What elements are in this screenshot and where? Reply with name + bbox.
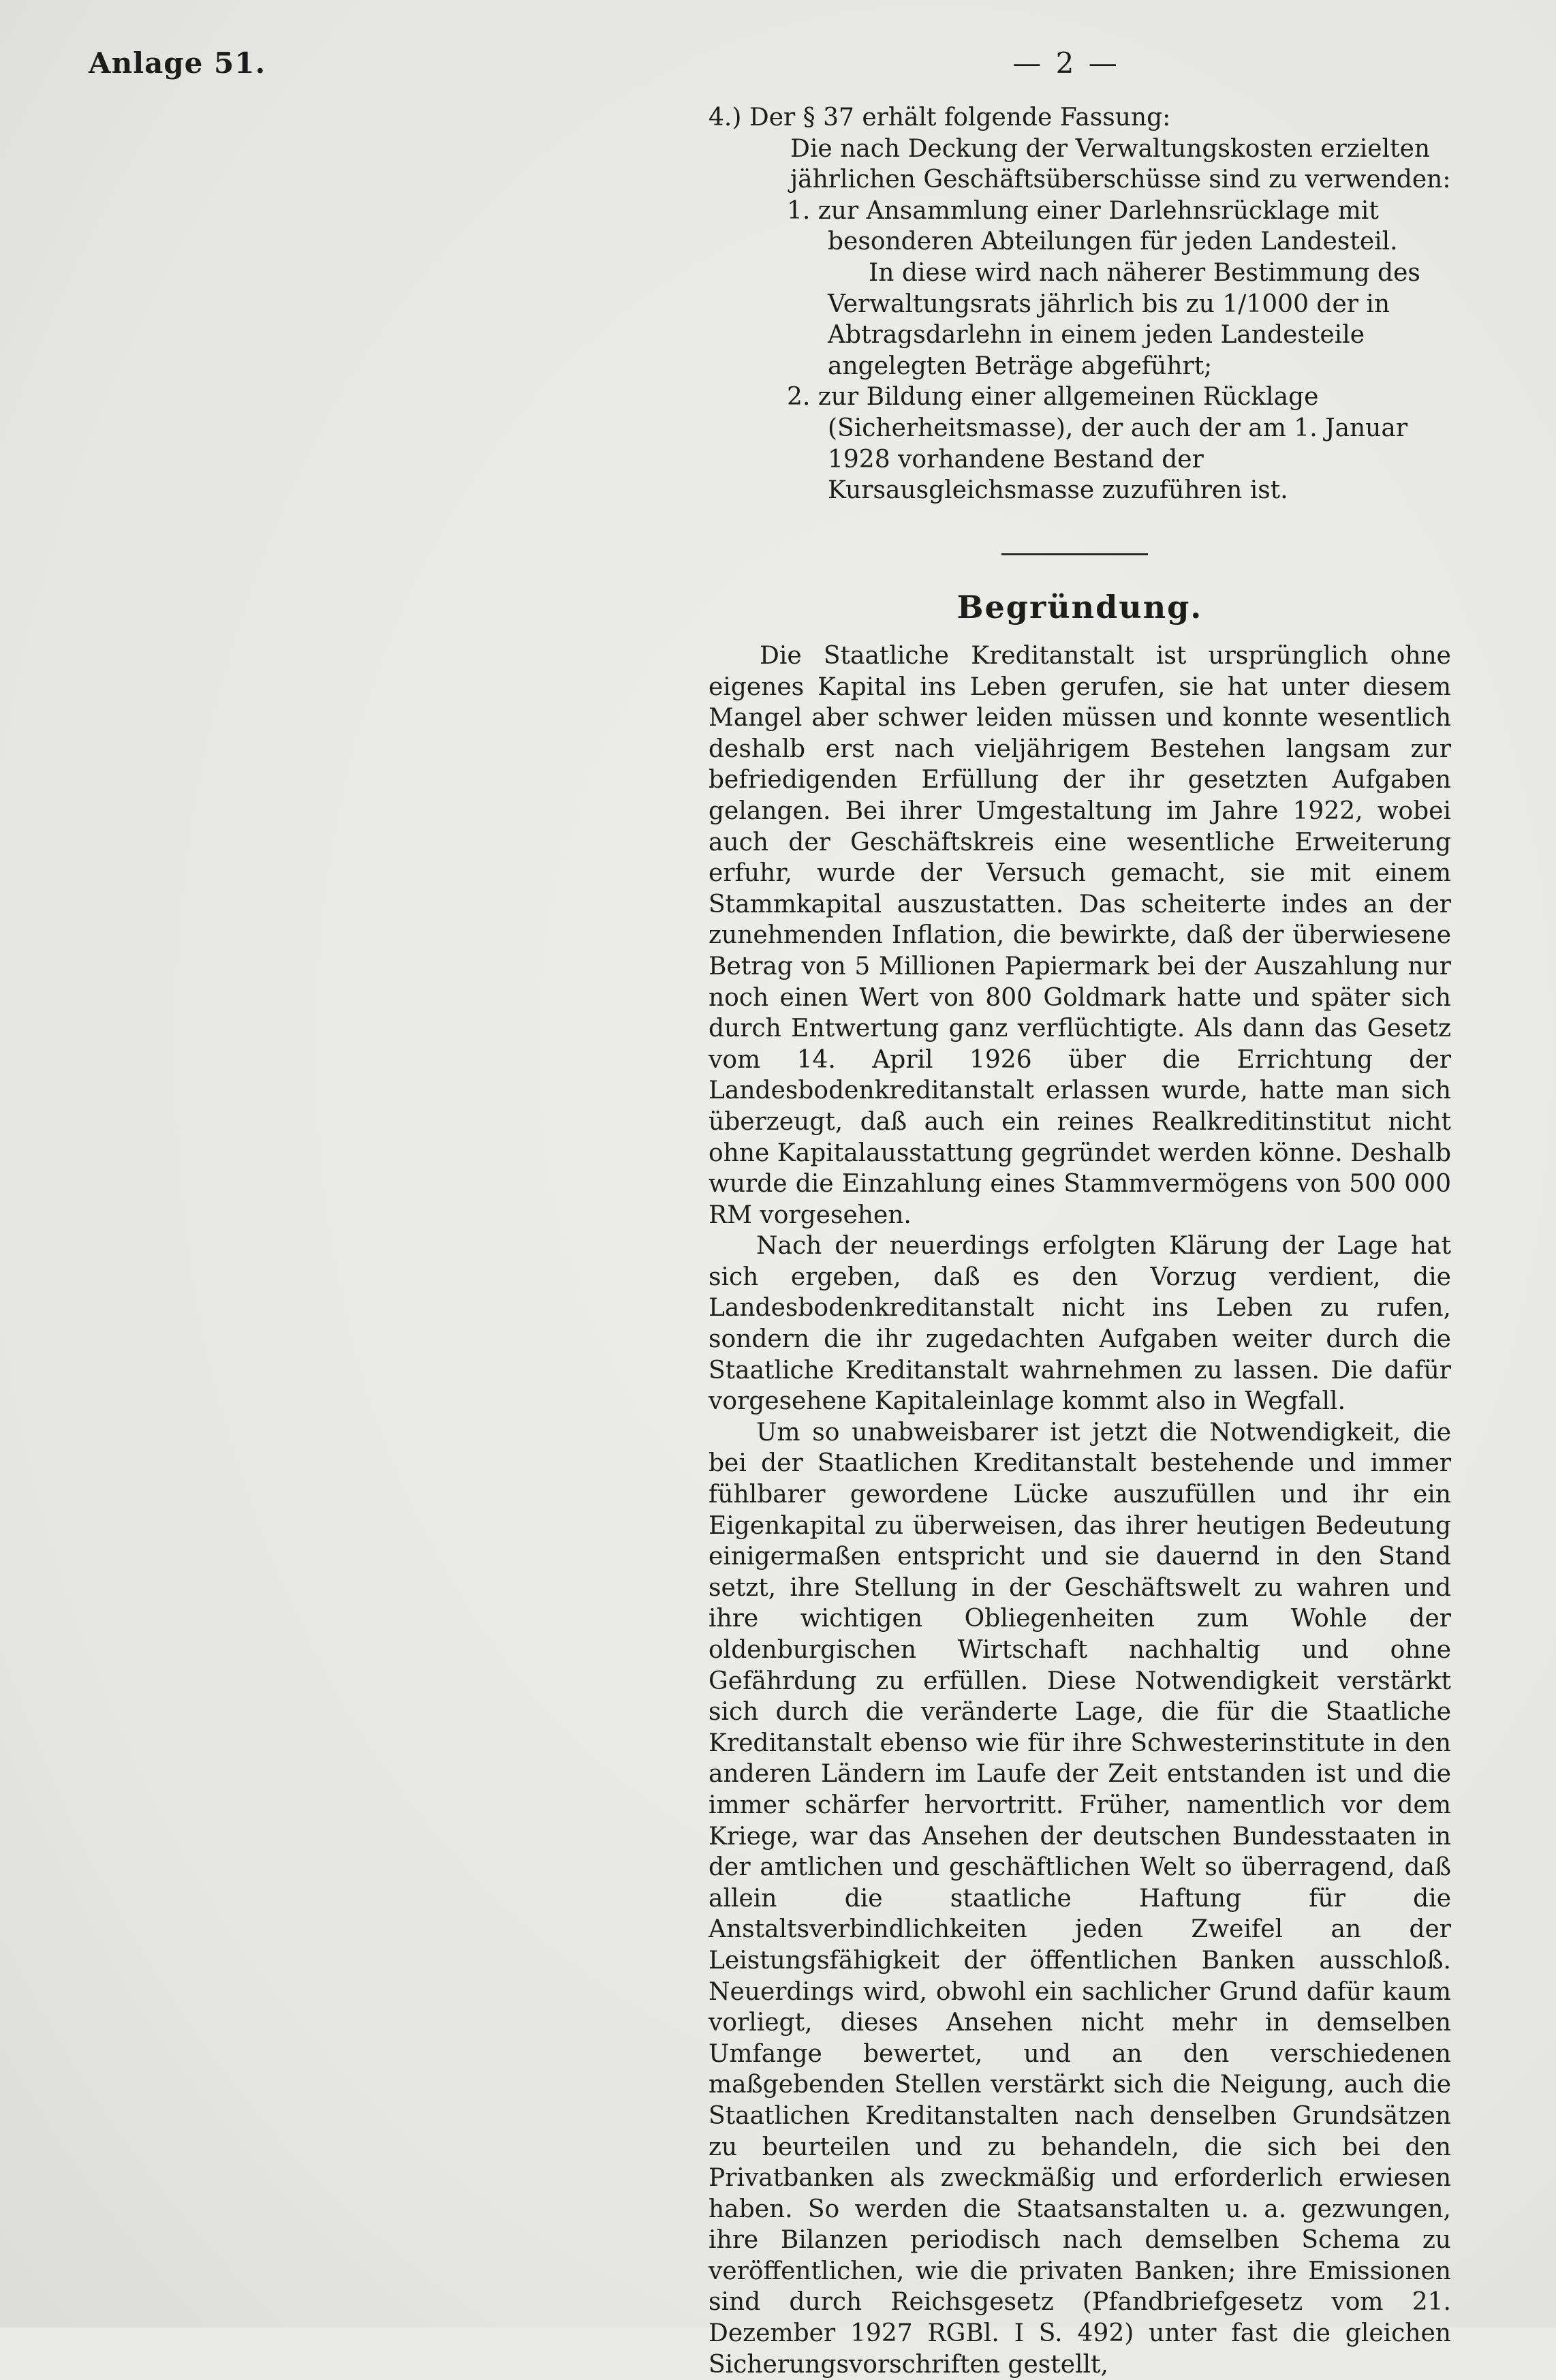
paragraph-2: Nach der neuerdings erfolgten Klärung der Lage hat sich ergeben, daß es den Vorzug verdient, die Landesbodenkreditanstalt nicht ins Leben zu rufen, sondern die ihr zugedachten Aufgaben weiter durch die Staatliche Kreditanstalt wahrnehmen zu lassen. Die dafür vorgesehene Kapitaleinlage kommt also in Wegfall. [709, 1232, 1451, 1416]
annex-label: Anlage 51. [89, 46, 266, 80]
amendment-section [709, 102, 1451, 506]
justification-body [709, 640, 1451, 2380]
section-heading: Begründung. [956, 589, 1203, 625]
page-number: — 2 — [1012, 46, 1120, 80]
amendment-item-1: 1. zur Ansammlung einer Darlehnsrücklage mit besonderen Abteilungen für jeden Landesteil. [787, 196, 1398, 256]
amendment-lead: Die nach Deckung der Verwaltungskosten erzielten jährlichen Geschäftsüberschüsse sind zu verwenden: [790, 134, 1451, 194]
amendment-intro: 4.) Der § 37 erhält folgende Fassung: [709, 104, 1171, 132]
paragraph-1: Die Staatliche Kreditanstalt ist ursprünglich ohne eigenes Kapital ins Leben gerufen, sie hat unter diesem Mangel aber schwer leiden müssen und konnte wesentlich deshalb erst nach vieljährigem Bestehen langsam zur befriedigenden Erfüllung der ihr gesetzten Aufgaben gelangen. Bei ihrer Umgestaltung im Jahre 1922, wobei auch der Geschäftskreis eine wesentliche Erweiterung erfuhr, wurde der Versuch gemacht, sie mit einem Stammkapital auszustatten. Das scheiterte indes an der zunehmenden Inflation, die bewirkte, daß der überwiesene Betrag von 5 Millionen Papiermark bei der Auszahlung nur noch einen Wert von 800 Goldmark hatte und später sich durch Entwertung ganz verflüchtigte. Als dann das Gesetz vom 14. April 1926 über die Errichtung der Landesbodenkreditanstalt erlassen wurde, hatte man sich überzeugt, daß auch ein reines Realkreditinstitut nicht ohne Kapitalausstattung gegründet werden könne. Deshalb wurde die Einzahlung eines Stammvermögens von 500 000 RM vorgesehen. [709, 642, 1451, 1229]
paragraph-3: Um so unabweisbarer ist jetzt die Notwendigkeit, die bei der Staatlichen Kreditanstalt bestehende und immer fühlbarer gewordene Lücke auszufüllen und ihr ein Eigenkapital zu überweisen, das ihrer heutigen Bedeutung einigermaßen entspricht und sie dauernd in den Stand setzt, ihre Stellung in der Geschäftswelt zu wahren und ihre wichtigen Obliegenheiten zum Wohle der oldenburgischen Wirtschaft nachhaltig und ohne Gefährdung zu erfüllen. Diese Notwendigkeit verstärkt sich durch die veränderte Lage, die für die Staatliche Kreditanstalt ebenso wie für ihre Schwesterinstitute in den anderen Ländern im Laufe der Zeit entstanden ist und die immer schärfer hervortritt. Früher, namentlich vor dem Kriege, war das Ansehen der deutschen Bundesstaaten in der amtlichen und geschäftlichen Welt so überragend, daß allein die staatliche Haftung für die Anstaltsverbindlichkeiten jeden Zweifel an der Leistungsfähigkeit der öffentlichen Banken ausschloß. Neuerdings wird, obwohl ein sachlicher Grund dafür kaum vorliegt, dieses Ansehen nicht mehr in demselben Umfange bewertet, und an den verschiedenen maßgebenden Stellen verstärkt sich die Neigung, auch die Staatlichen Kreditanstalten nach denselben Grundsätzen zu beurteilen und zu behandeln, die sich bei den Privatbanken als zweckmäßig und erforderlich erwiesen haben. So werden die Staatsanstalten u. a. gezwungen, ihre Bilanzen periodisch nach demselben Schema zu veröffentlichen, wie die privaten Banken; ihre Emissionen sind durch Reichsgesetz (Pfandbriefgesetz vom 21. Dezember 1927 RGBl. I S. 492) unter fast die gleichen Sicherungsvorschriften gestellt, [709, 1418, 1451, 2379]
amendment-item-2: 2. zur Bildung einer allgemeinen Rücklage (Sicherheitsmasse), der auch der am 1. Januar 1928 vorhandene Bestand der Kursausgleichsmasse zuzuführen ist. [787, 383, 1408, 505]
amendment-item-1-continuation: In diese wird nach näherer Bestimmung des Verwaltungsrats jährlich bis zu 1/1000 der in Abtragsdarlehn in einem jeden Landesteile angelegten Beträge abgeführt; [828, 258, 1420, 380]
section-divider [1001, 553, 1148, 555]
